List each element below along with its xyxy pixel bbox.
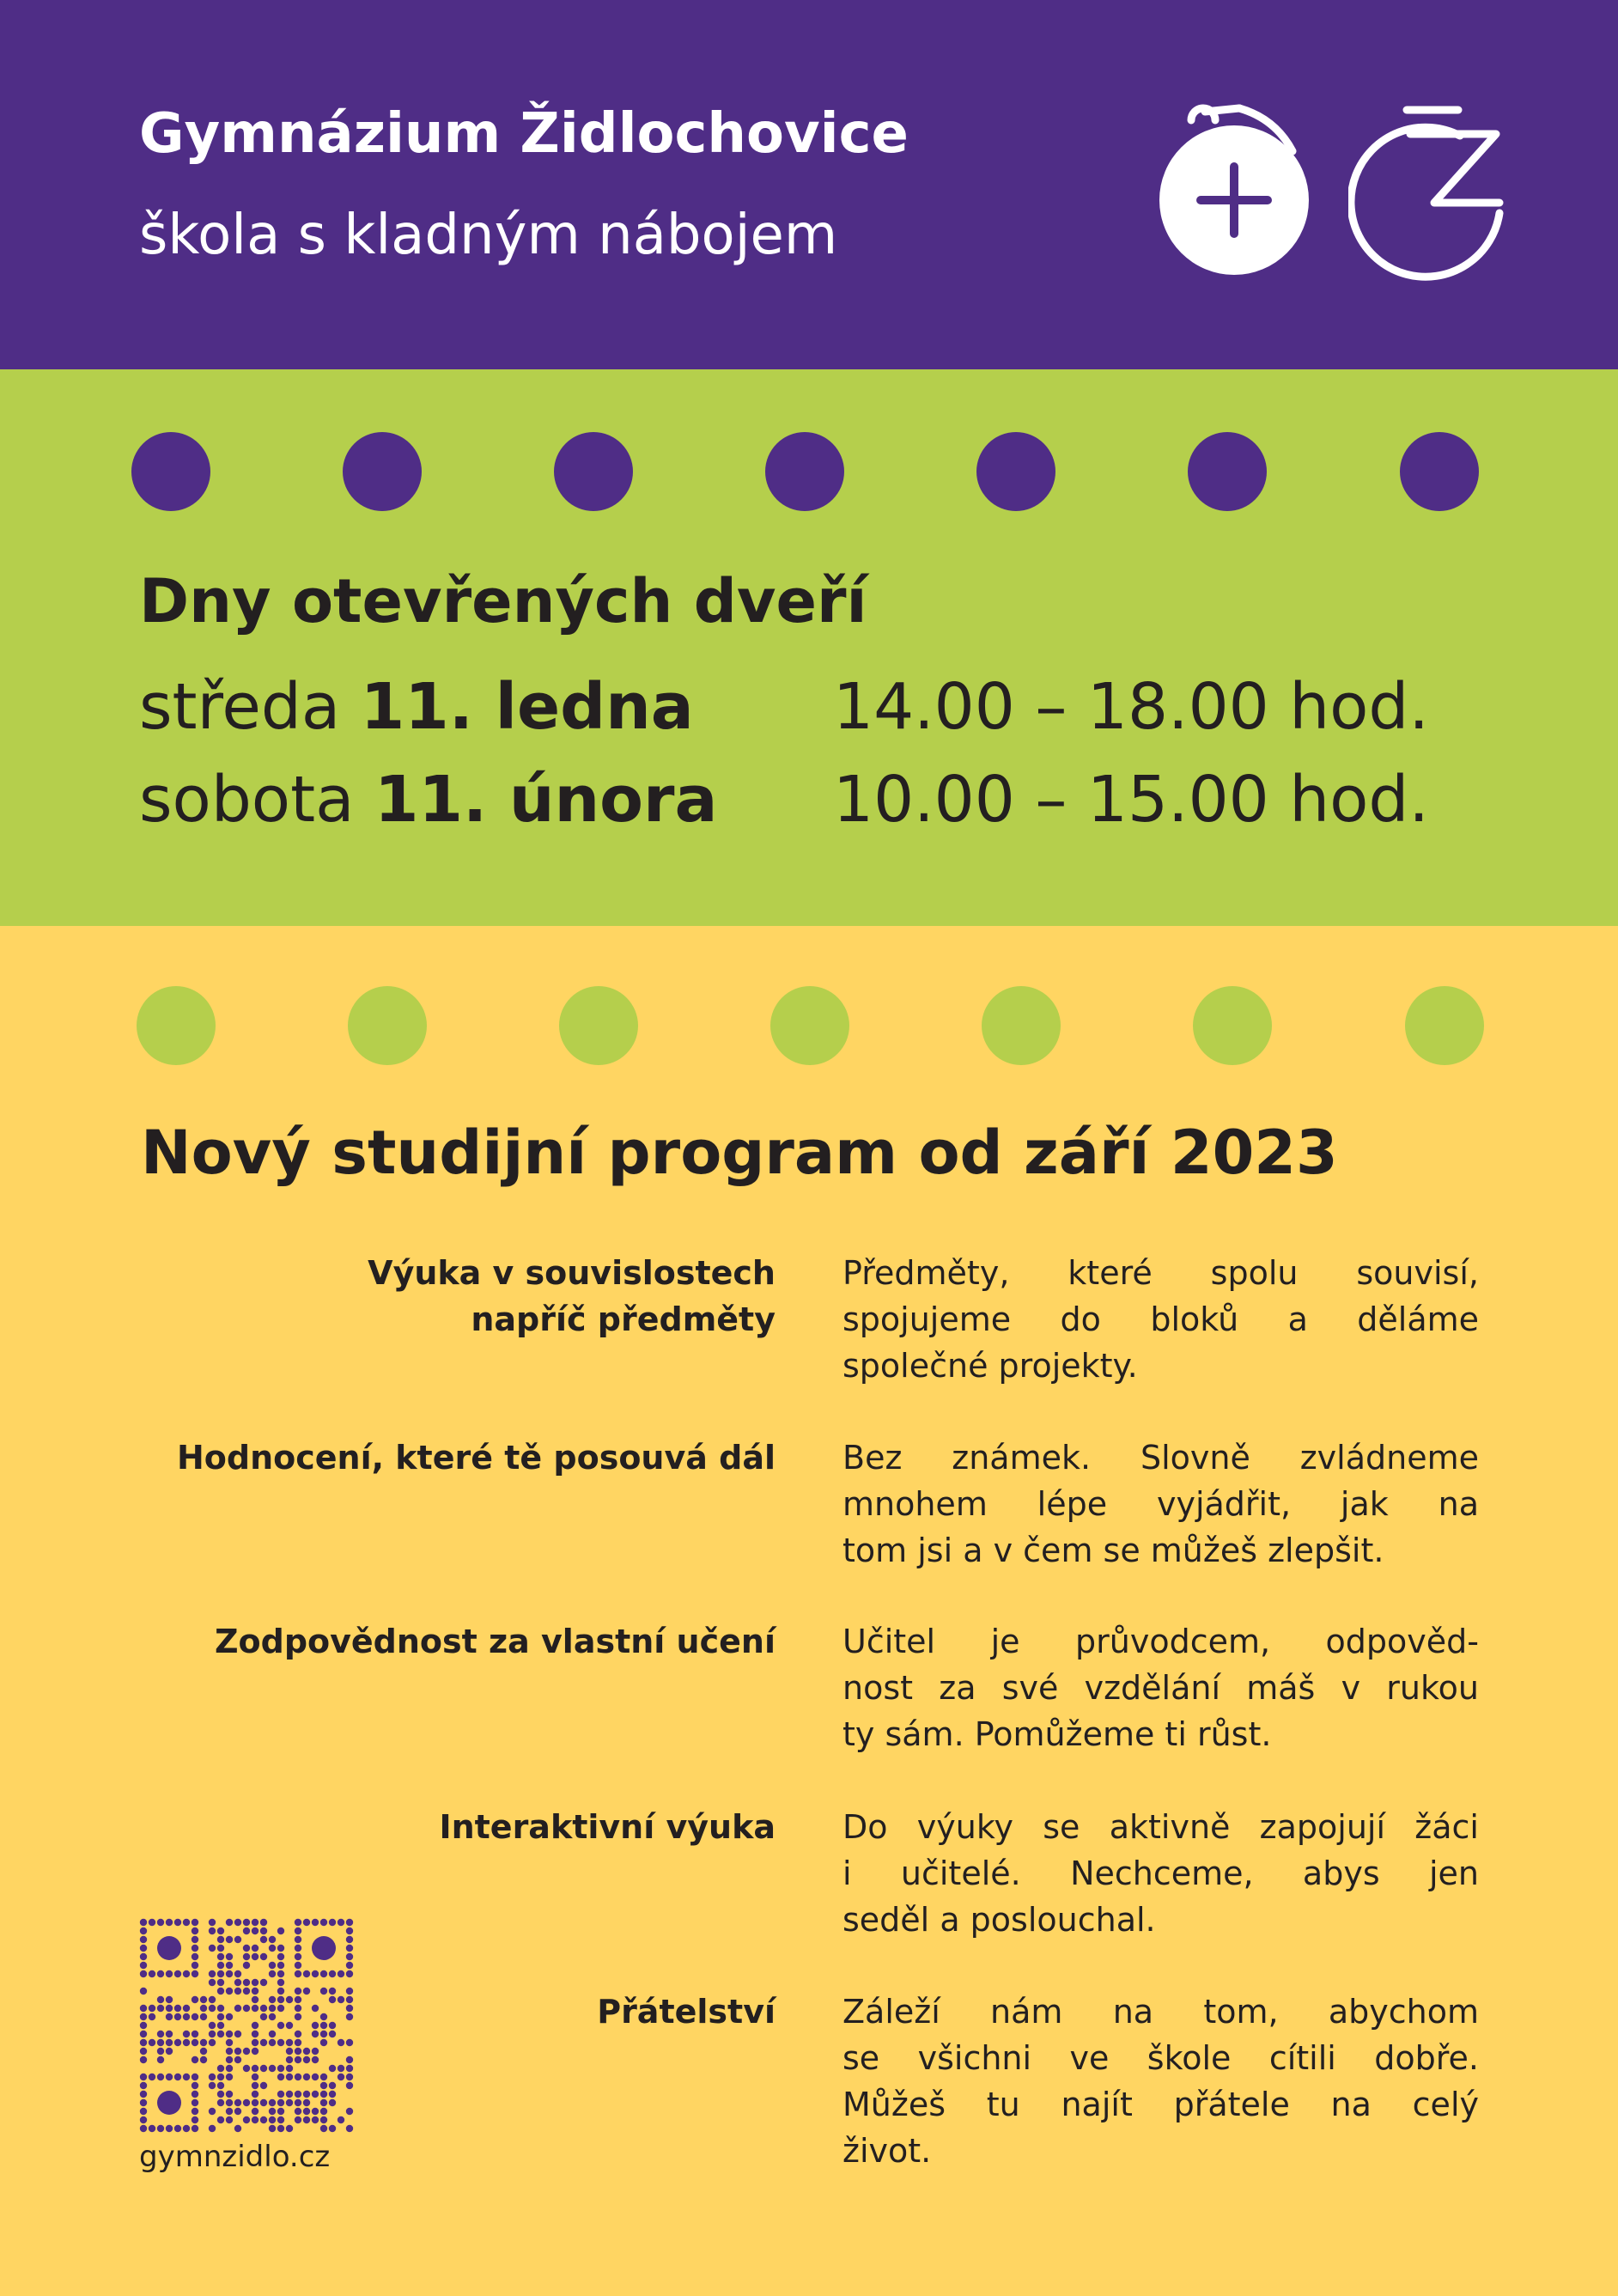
- decor-dot: [348, 986, 427, 1065]
- weekday: středa: [139, 670, 361, 744]
- green-dots-row: [0, 986, 1618, 1065]
- decor-dot: [559, 986, 638, 1065]
- feature-label-line: Hodnocení, které tě posouvá dál: [176, 1439, 776, 1477]
- feature-desc-line: život.: [842, 2132, 932, 2170]
- feature-desc-line: nost za své vzdělání máš v rukou: [842, 1669, 1479, 1707]
- website-link[interactable]: gymnzidlo.cz: [139, 2140, 331, 2174]
- feature-label-line: Zodpovědnost za vlastní učení: [214, 1623, 776, 1660]
- feature-description: [842, 1434, 1479, 1574]
- feature-desc-line: mnohem lépe vyjádřit, jak na: [842, 1485, 1479, 1523]
- feature-label: [129, 1434, 776, 1481]
- feature-label-line: Přátelství: [597, 1993, 776, 2031]
- feature-desc-line: společné projekty.: [842, 1347, 1138, 1385]
- feature-desc-line: Záleží nám na tom, abychom: [842, 1993, 1479, 2031]
- purple-dots-row: [0, 432, 1618, 511]
- feature-desc-line: spojujeme do bloků a děláme: [842, 1300, 1479, 1338]
- decor-dot: [343, 432, 422, 511]
- open-days-title: Dny otevřených dveří: [139, 566, 867, 636]
- decor-dot: [770, 986, 849, 1065]
- feature-label: [129, 1804, 776, 1850]
- feature-desc-line: i učitelé. Nechceme, abys jen: [842, 1854, 1479, 1892]
- feature-desc-line: Učitel je průvodcem, odpověd-: [842, 1623, 1479, 1660]
- open-day-row: [139, 666, 1429, 748]
- feature-description: [842, 1988, 1479, 2174]
- decor-dot: [982, 986, 1061, 1065]
- decor-dot: [1400, 432, 1479, 511]
- tagline: škola s kladným nábojem: [139, 204, 838, 267]
- weekday: sobota: [139, 763, 374, 837]
- feature-desc-line: ty sám. Pomůžeme ti růst.: [842, 1715, 1272, 1753]
- feature-desc-line: Bez známek. Slovně zvládneme: [842, 1439, 1479, 1477]
- decor-dot: [976, 432, 1055, 511]
- program-title: Nový studijní program od září 2023: [141, 1118, 1338, 1188]
- plus-circle-logo-icon: [1155, 101, 1314, 282]
- feature-description: [842, 1804, 1479, 1943]
- open-day-row: [139, 758, 1429, 841]
- time-range: 10.00 – 15.00 hod.: [833, 763, 1429, 837]
- date: 11. ledna: [360, 670, 694, 744]
- decor-dot: [137, 986, 216, 1065]
- decor-dot: [1193, 986, 1272, 1065]
- decor-dot: [1188, 432, 1267, 511]
- feature-desc-line: Do výuky se aktivně zapojují žáci: [842, 1808, 1479, 1846]
- feature-label-line: napříč předměty: [471, 1300, 776, 1338]
- school-name: Gymnázium Židlochovice: [139, 102, 909, 166]
- feature-description: [842, 1250, 1479, 1389]
- decor-dot: [554, 432, 633, 511]
- feature-desc-line: se všichni ve škole cítili dobře.: [842, 2039, 1479, 2077]
- decor-dot: [131, 432, 210, 511]
- feature-label-line: Interaktivní výuka: [439, 1808, 776, 1846]
- feature-label-line: Výuka v souvislostech: [368, 1254, 776, 1292]
- feature-label: [129, 1618, 776, 1665]
- feature-desc-line: Můžeš tu najít přátele na celý: [842, 2086, 1479, 2123]
- z-letter-logo-icon: [1348, 101, 1507, 282]
- date: 11. února: [374, 763, 718, 837]
- feature-label: [129, 1250, 776, 1343]
- decor-dot: [1405, 986, 1484, 1065]
- time-range: 14.00 – 18.00 hod.: [833, 670, 1429, 744]
- feature-desc-line: Předměty, které spolu souvisí,: [842, 1254, 1479, 1292]
- decor-dot: [765, 432, 844, 511]
- feature-desc-line: seděl a poslouchal.: [842, 1901, 1156, 1939]
- header-band: [0, 0, 1618, 369]
- feature-description: [842, 1618, 1479, 1757]
- feature-desc-line: tom jsi a v čem se můžeš zlepšit.: [842, 1532, 1384, 1569]
- qr-code-icon[interactable]: [139, 1918, 354, 2133]
